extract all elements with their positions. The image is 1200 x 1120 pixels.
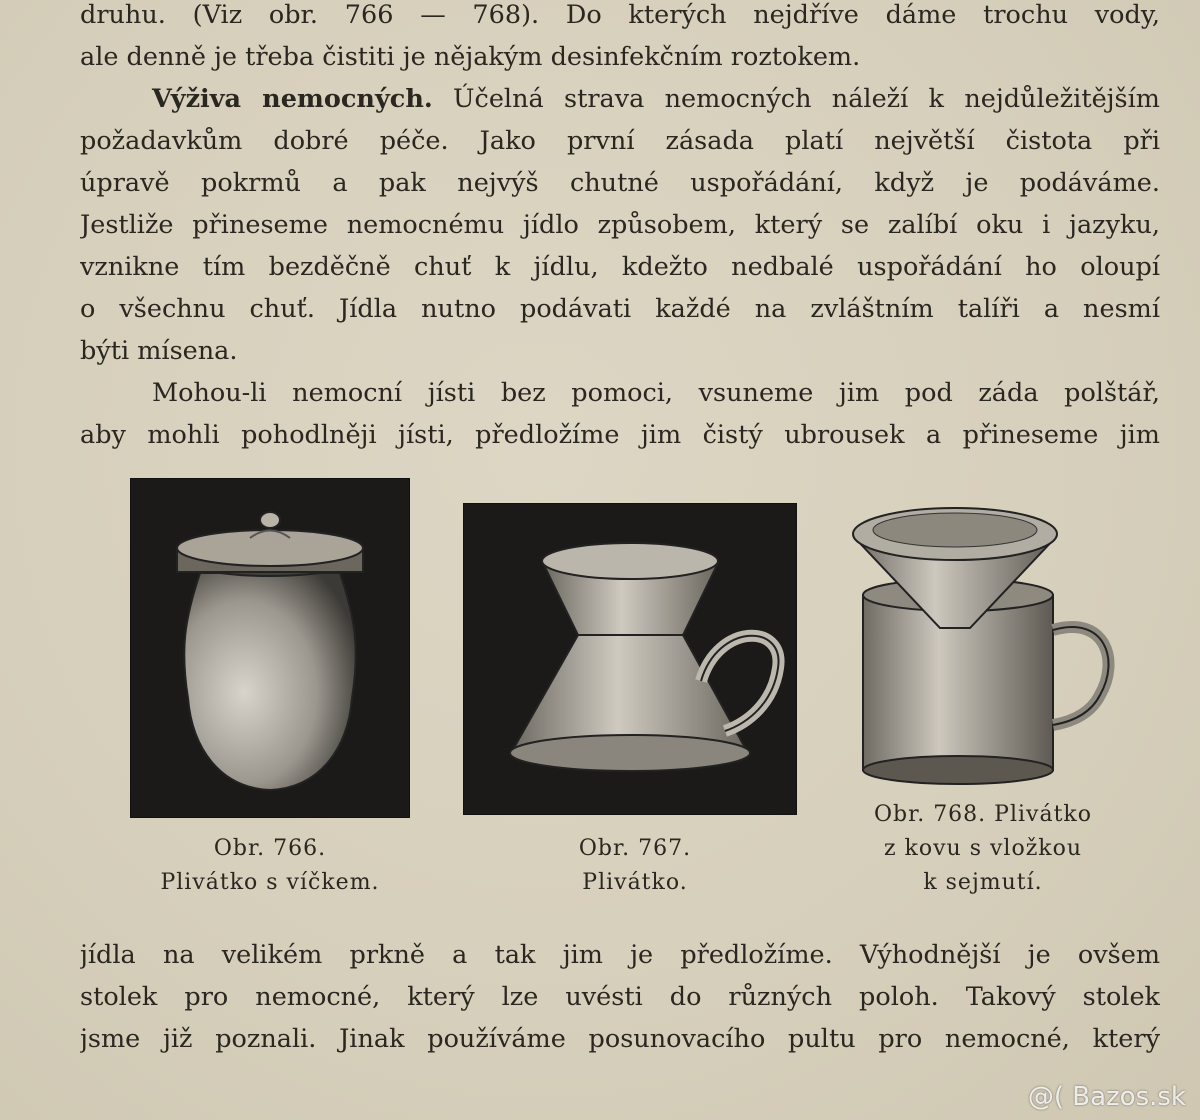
text-line: požadavkům dobré péče. Jako první zásada platí největší čistota při: [80, 126, 1160, 156]
text-line: Mohou-li nemocní jísti bez pomoci, vsuneme jim pod záda polštář,: [152, 378, 1160, 408]
text-line: Účelná strava nemocných náleží k nejdůležitějším: [453, 84, 1160, 114]
figure-title: k sejmutí.: [923, 870, 1043, 895]
watermark-logo: @( Bazos.sk: [1027, 1082, 1186, 1112]
text-line: jsme již poznali. Jinak používáme posunovacího pultu pro nemocné, který: [80, 1024, 1160, 1054]
figure-767-caption: [480, 832, 790, 900]
text-line: vznikne tím bezděčně chuť k jídlu, kdežto nedbalé uspořádání ho oloupí: [80, 252, 1160, 282]
text-top: [80, 0, 1160, 456]
figure-number: Obr. 767.: [578, 836, 692, 861]
figure-number: Obr. 766.: [213, 836, 327, 861]
covered-spittoon-illustration: [130, 478, 410, 818]
figure-number: Obr. 768. Plivátko: [873, 802, 1093, 827]
figure-title: Plivátko s víčkem.: [160, 870, 380, 895]
figure-766-caption: [110, 832, 430, 900]
funnel-spittoon-illustration: [463, 503, 797, 815]
text-line: stolek pro nemocné, který lze uvésti do různých poloh. Takový stolek: [80, 982, 1160, 1012]
text-bottom: [80, 934, 1160, 1060]
figure-title: z kovu s vložkou: [883, 836, 1083, 861]
text-line: ale denně je třeba čistiti je nějakým desinfekčním roztokem.: [80, 42, 861, 72]
text-line: býti mísena.: [80, 336, 238, 366]
text-line: jídla na velikém prkně a tak jim je předložíme. Výhodnější je ovšem: [80, 940, 1160, 970]
nutrition-paragraph-first-line: [80, 78, 1160, 120]
metal-spittoon-illustration: [845, 500, 1115, 790]
text-line: druhu. (Viz obr. 766 — 768). Do kterých nejdříve dáme trochu vody,: [80, 0, 1160, 30]
text-line: úpravě pokrmů a pak nejvýš chutné uspořádání, když je podáváme.: [80, 168, 1160, 198]
text-line: Jestliže přineseme nemocnému jídlo způsobem, který se zalíbí oku i jazyku,: [80, 210, 1160, 240]
text-line: aby mohli pohodlněji jísti, předložíme jim čistý ubrousek a přineseme jim: [80, 420, 1160, 450]
section-heading: Výživa nemocných.: [152, 84, 433, 114]
text-line: o všechnu chuť. Jídla nutno podávati každé na zvláštním talíři a nesmí: [80, 294, 1160, 324]
figure-title: Plivátko.: [582, 870, 688, 895]
figure-768-caption: [828, 798, 1138, 900]
